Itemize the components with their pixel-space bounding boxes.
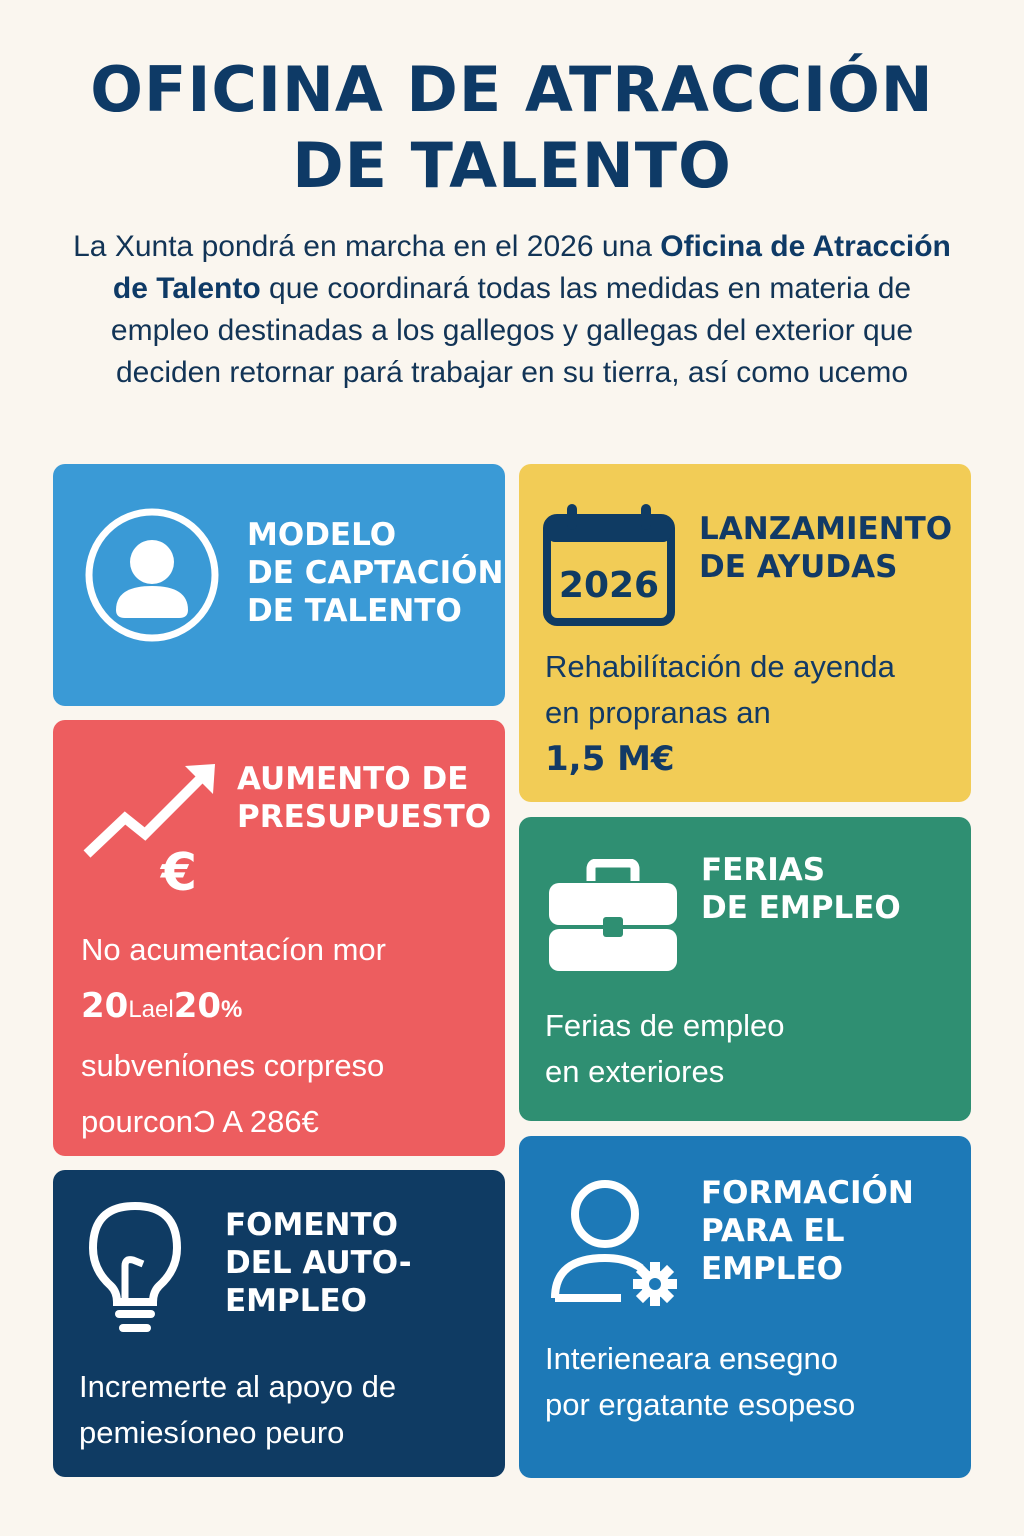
card-autoempleo-body: [79, 1364, 396, 1456]
card-presupuesto-body-l2: [81, 978, 386, 1038]
lightbulb-icon: [85, 1200, 185, 1340]
calendar-year: 2026: [558, 565, 660, 606]
card-ferias-body-l1: Ferias de empleo: [545, 1008, 785, 1043]
percentage-b: 20: [173, 986, 222, 1026]
card-ferias-title-l2: DE EMPLEO: [701, 890, 901, 926]
card-formacion-title-l1: FORMACIÓN: [701, 1175, 914, 1211]
card-autoempleo-title: [225, 1206, 412, 1320]
card-ferias-body: [545, 1003, 785, 1095]
card-presupuesto-title: [237, 760, 491, 836]
card-ayudas-title: [699, 510, 952, 586]
person-circle-icon: [83, 506, 221, 644]
card-formacion-title-l3: EMPLEO: [701, 1251, 844, 1287]
card-formacion-body-l1: Interieneara ensegno: [545, 1341, 839, 1376]
card-ayudas-body-l2: en propranas an: [545, 695, 771, 730]
card-formacion: [519, 1136, 971, 1478]
card-autoempleo-title-l1: FOMENTO: [225, 1207, 398, 1243]
calendar-icon: [543, 502, 675, 626]
card-ferias-body-l2: en exteriores: [545, 1054, 725, 1089]
intro-text-2: que coordinará todas las medidas en materia de empleo destinadas a los gallegos y gallegas del exterior que deciden retornar pará trabajar en su tierra, así como ucemo: [110, 272, 914, 389]
card-ayudas: [519, 464, 971, 802]
card-autoempleo: [53, 1170, 505, 1477]
growth-euro-icon: [79, 760, 221, 896]
card-presupuesto-body-l1: No acumentacíon mor: [81, 932, 386, 967]
card-formacion-title-l2: PARA EL: [701, 1213, 845, 1249]
intro-highlight: Oficina de Atracción de Talento: [112, 230, 951, 305]
card-presupuesto-title-l2: PRESUPUESTO: [237, 799, 492, 835]
card-presupuesto: [53, 720, 505, 1156]
intro-paragraph: [60, 226, 964, 394]
card-presupuesto-body-l3: subvenίones corpreso: [81, 1048, 385, 1083]
card-presupuesto-body: [81, 922, 386, 1150]
card-ayudas-title-l1: LANZAMIENTO: [699, 511, 953, 547]
card-presupuesto-title-l1: AUMENTO DE: [237, 761, 469, 797]
percentage-a: 20: [81, 986, 129, 1026]
card-ayudas-amount: 1,5 M€: [545, 739, 675, 779]
card-formacion-body-l2: por ergatante esopeso: [545, 1387, 856, 1422]
card-captacion-title-l3: DE TALENTO: [247, 593, 462, 629]
card-ayudas-title-l2: DE AYUDAS: [699, 549, 898, 585]
card-ferias-title: [701, 851, 901, 927]
percentage-sign: %: [221, 996, 243, 1023]
card-ferias: [519, 817, 971, 1121]
card-captacion-title-l1: MODELO: [247, 517, 397, 553]
page-title: [0, 52, 1024, 204]
intro-text-1: La Xunta pondrá en marcha en el 2026 una: [73, 230, 661, 263]
card-presupuesto-body-l4: pourconƆ A 286€: [81, 1104, 319, 1139]
svg-text:€: €: [160, 843, 198, 896]
briefcase-icon: [547, 859, 679, 975]
card-ferias-title-l1: FERIAS: [701, 852, 826, 888]
card-autoempleo-title-l3: EMPLEO: [225, 1283, 368, 1319]
card-autoempleo-body-l1: Incremerte al apoyo de: [79, 1369, 397, 1404]
card-captacion: [53, 464, 505, 706]
page-title-line1: OFICINA DE ATRACCIÓN: [90, 53, 934, 126]
card-ayudas-body: [545, 644, 895, 782]
page-title-line2: DE TALENTO: [292, 129, 732, 202]
card-autoempleo-title-l2: DEL AUTO-: [225, 1245, 412, 1281]
card-captacion-title-l2: DE CAPTACIÓN: [247, 555, 504, 591]
user-gear-icon: [549, 1176, 685, 1308]
card-formacion-body: [545, 1336, 855, 1428]
percentage-mid: Lael: [128, 996, 174, 1023]
card-formacion-title: [701, 1174, 914, 1288]
card-autoempleo-body-l2: pemiesíoneo peuro: [79, 1415, 345, 1450]
card-captacion-title: [247, 516, 503, 630]
card-ayudas-body-l1: Rehabilítación de ayenda: [545, 649, 895, 684]
